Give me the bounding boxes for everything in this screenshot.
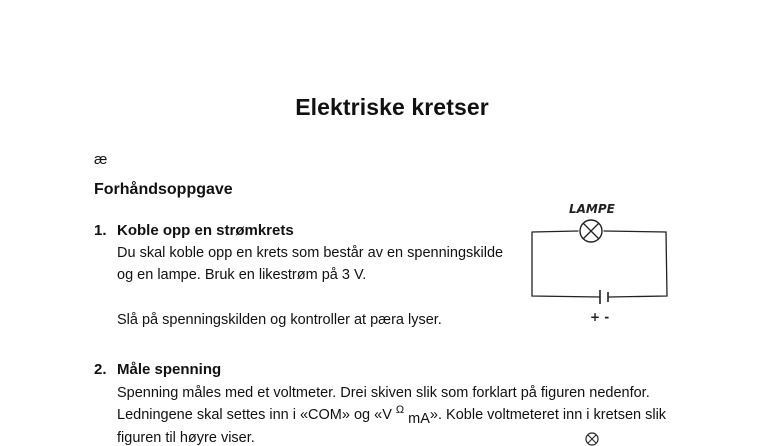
task-1-line-3: Slå på spenningskilden og kontroller at pæra lyser. — [117, 312, 442, 328]
battery-polarity-label: + - — [590, 310, 610, 324]
omega-symbol: Ω — [395, 404, 405, 416]
milliamp-label: mA — [408, 411, 430, 427]
task-2-line-1: Spenning måles med et voltmeter. Drei skiven slik som forklart på figuren nedenfor. — [117, 385, 650, 401]
lamp-label: LAMPE — [569, 202, 615, 216]
stray-character: æ — [94, 151, 108, 168]
section-heading: Forhåndsoppgave — [94, 181, 233, 198]
circuit-wires — [532, 231, 667, 297]
task-2-line-3: figuren til høyre viser. — [117, 430, 255, 446]
task-2-line-2-end: ». Koble voltmeteret inn i kretsen slik — [429, 407, 667, 423]
task-2-number: 2. — [94, 361, 107, 378]
task-2-line-2-start: Ledningene skal settes inn i «COM» og «V — [117, 407, 392, 423]
task-1-title: Koble opp en strømkrets — [117, 222, 294, 239]
task-1-line-1: Du skal koble opp en krets som består av en spenningskilde — [117, 245, 504, 261]
document-title: Elektriske kretser — [295, 94, 489, 120]
circuit-diagram — [522, 196, 672, 326]
task-2-title: Måle spenning — [117, 361, 222, 378]
lamp-icon — [585, 432, 599, 446]
task-1-number: 1. — [94, 222, 107, 239]
lamp-icon — [580, 220, 602, 242]
task-2-line-2 — [117, 404, 667, 427]
battery-icon — [600, 290, 608, 304]
task-1-line-2: og en lampe. Bruk en likestrøm på 3 V. — [117, 267, 367, 283]
